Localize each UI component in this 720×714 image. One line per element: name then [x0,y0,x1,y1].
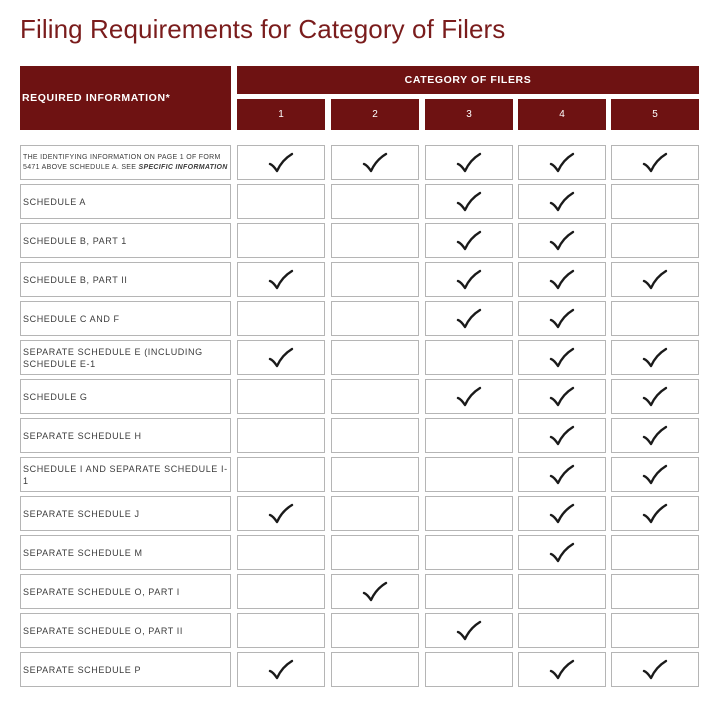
required-information-label [20,340,231,375]
category-2-cell [331,184,419,219]
table-row [20,184,700,223]
category-header-5: 5 [611,99,699,130]
checkmark-icon [456,386,482,408]
category-5-cell [611,457,699,492]
checkmark-icon [549,503,575,525]
category-4-cell [518,418,606,453]
category-1-cell [237,262,325,297]
checkmark-icon [549,347,575,369]
category-3-cell [425,145,513,180]
category-2-cell [331,613,419,648]
required-information-header: REQUIRED INFORMATION* [20,66,231,130]
checkmark-icon [642,347,668,369]
label-text: SEPARATE SCHEDULE E (INCLUDING SCHEDULE E-1 [23,346,203,369]
category-3-cell [425,301,513,336]
category-1-cell [237,379,325,414]
checkmark-icon [268,503,294,525]
requirements-table [20,145,700,691]
category-2-cell [331,418,419,453]
required-information-label [20,301,231,336]
category-5-cell [611,262,699,297]
required-information-label [20,379,231,414]
category-3-cell [425,613,513,648]
label-text: THE IDENTIFYING INFORMATION ON PAGE 1 OF FORM 5471 ABOVE SCHEDULE A. SEE [23,153,221,171]
category-1-cell [237,223,325,258]
checkmark-icon [642,464,668,486]
table-row [20,457,700,496]
required-information-label [20,613,231,648]
category-2-cell [331,145,419,180]
category-2-cell [331,535,419,570]
label-text: SCHEDULE A [23,196,87,207]
category-5-cell [611,535,699,570]
category-4-cell [518,613,606,648]
category-2-cell [331,223,419,258]
label-text: SCHEDULE C AND F [23,313,120,324]
category-5-cell [611,574,699,609]
checkmark-icon [549,269,575,291]
category-1-cell [237,613,325,648]
table-row [20,340,700,379]
label-text: SCHEDULE B, PART II [23,274,128,285]
table-row [20,496,700,535]
category-3-cell [425,652,513,687]
category-2-cell [331,457,419,492]
category-2-cell [331,652,419,687]
checkmark-icon [268,347,294,369]
checkmark-icon [642,386,668,408]
category-4-cell [518,301,606,336]
required-information-label [20,457,231,492]
category-3-cell [425,379,513,414]
category-5-cell [611,340,699,375]
category-4-cell [518,574,606,609]
table-row [20,223,700,262]
label-text: SEPARATE SCHEDULE M [23,547,143,558]
category-3-cell [425,457,513,492]
category-5-cell [611,379,699,414]
category-1-cell [237,574,325,609]
label-text: SEPARATE SCHEDULE O, PART I [23,586,180,597]
category-2-cell [331,340,419,375]
category-3-cell [425,418,513,453]
checkmark-icon [642,425,668,447]
table-row [20,379,700,418]
checkmark-icon [642,269,668,291]
category-3-cell [425,496,513,531]
category-4-cell [518,379,606,414]
checkmark-icon [549,425,575,447]
category-3-cell [425,340,513,375]
category-2-cell [331,262,419,297]
label-text: SCHEDULE I AND SEPARATE SCHEDULE I-1 [23,463,228,486]
table-row [20,574,700,613]
category-4-cell [518,496,606,531]
checkmark-icon [549,191,575,213]
label-text: SCHEDULE G [23,391,88,402]
checkmark-icon [268,269,294,291]
table-row [20,613,700,652]
category-1-cell [237,418,325,453]
category-5-cell [611,496,699,531]
category-1-cell [237,652,325,687]
checkmark-icon [549,386,575,408]
label-text: SEPARATE SCHEDULE H [23,430,142,441]
category-5-cell [611,223,699,258]
checkmark-icon [456,269,482,291]
checkmark-icon [362,152,388,174]
checkmark-icon [549,659,575,681]
checkmark-icon [268,659,294,681]
category-5-cell [611,301,699,336]
checkmark-icon [456,620,482,642]
category-1-cell [237,535,325,570]
required-information-label [20,496,231,531]
category-5-cell [611,652,699,687]
required-information-label [20,184,231,219]
label-text: SEPARATE SCHEDULE O, PART II [23,625,184,636]
checkmark-icon [549,152,575,174]
category-2-cell [331,379,419,414]
checkmark-icon [642,152,668,174]
label-text: SEPARATE SCHEDULE J [23,508,140,519]
required-information-label [20,262,231,297]
category-2-cell [331,496,419,531]
category-3-cell [425,262,513,297]
label-emphasis-text: SPECIFIC INFORMATION [138,163,228,171]
category-1-cell [237,340,325,375]
required-information-label [20,223,231,258]
category-3-cell [425,223,513,258]
table-row [20,145,700,184]
category-header-3: 3 [425,99,513,130]
checkmark-icon [642,659,668,681]
category-2-cell [331,301,419,336]
table-row [20,262,700,301]
required-information-label [20,652,231,687]
category-4-cell [518,457,606,492]
checkmark-icon [456,308,482,330]
checkmark-icon [456,152,482,174]
category-header-1: 1 [237,99,325,130]
category-1-cell [237,184,325,219]
table-row [20,418,700,457]
category-header-2: 2 [331,99,419,130]
checkmark-icon [268,152,294,174]
table-row [20,535,700,574]
checkmark-icon [549,542,575,564]
category-5-cell [611,613,699,648]
page-title: Filing Requirements for Category of Filers [20,14,506,44]
label-text: SEPARATE SCHEDULE P [23,664,142,675]
category-3-cell [425,535,513,570]
category-5-cell [611,184,699,219]
category-3-cell [425,184,513,219]
category-1-cell [237,457,325,492]
category-3-cell [425,574,513,609]
category-1-cell [237,301,325,336]
required-information-label [20,535,231,570]
category-4-cell [518,652,606,687]
required-information-label [20,418,231,453]
checkmark-icon [456,230,482,252]
category-4-cell [518,223,606,258]
checkmark-icon [549,308,575,330]
category-of-filers-header: CATEGORY OF FILERS [237,66,699,94]
checkmark-icon [642,503,668,525]
checkmark-icon [362,581,388,603]
category-1-cell [237,145,325,180]
checkmark-icon [456,191,482,213]
category-4-cell [518,535,606,570]
table-row [20,652,700,691]
checkmark-icon [549,464,575,486]
required-information-label [20,574,231,609]
category-header-4: 4 [518,99,606,130]
category-4-cell [518,340,606,375]
category-5-cell [611,145,699,180]
label-text: SCHEDULE B, PART 1 [23,235,127,246]
category-2-cell [331,574,419,609]
checkmark-icon [549,230,575,252]
category-5-cell [611,418,699,453]
category-4-cell [518,145,606,180]
required-information-label [20,145,231,180]
table-row [20,301,700,340]
category-1-cell [237,496,325,531]
category-4-cell [518,184,606,219]
category-4-cell [518,262,606,297]
